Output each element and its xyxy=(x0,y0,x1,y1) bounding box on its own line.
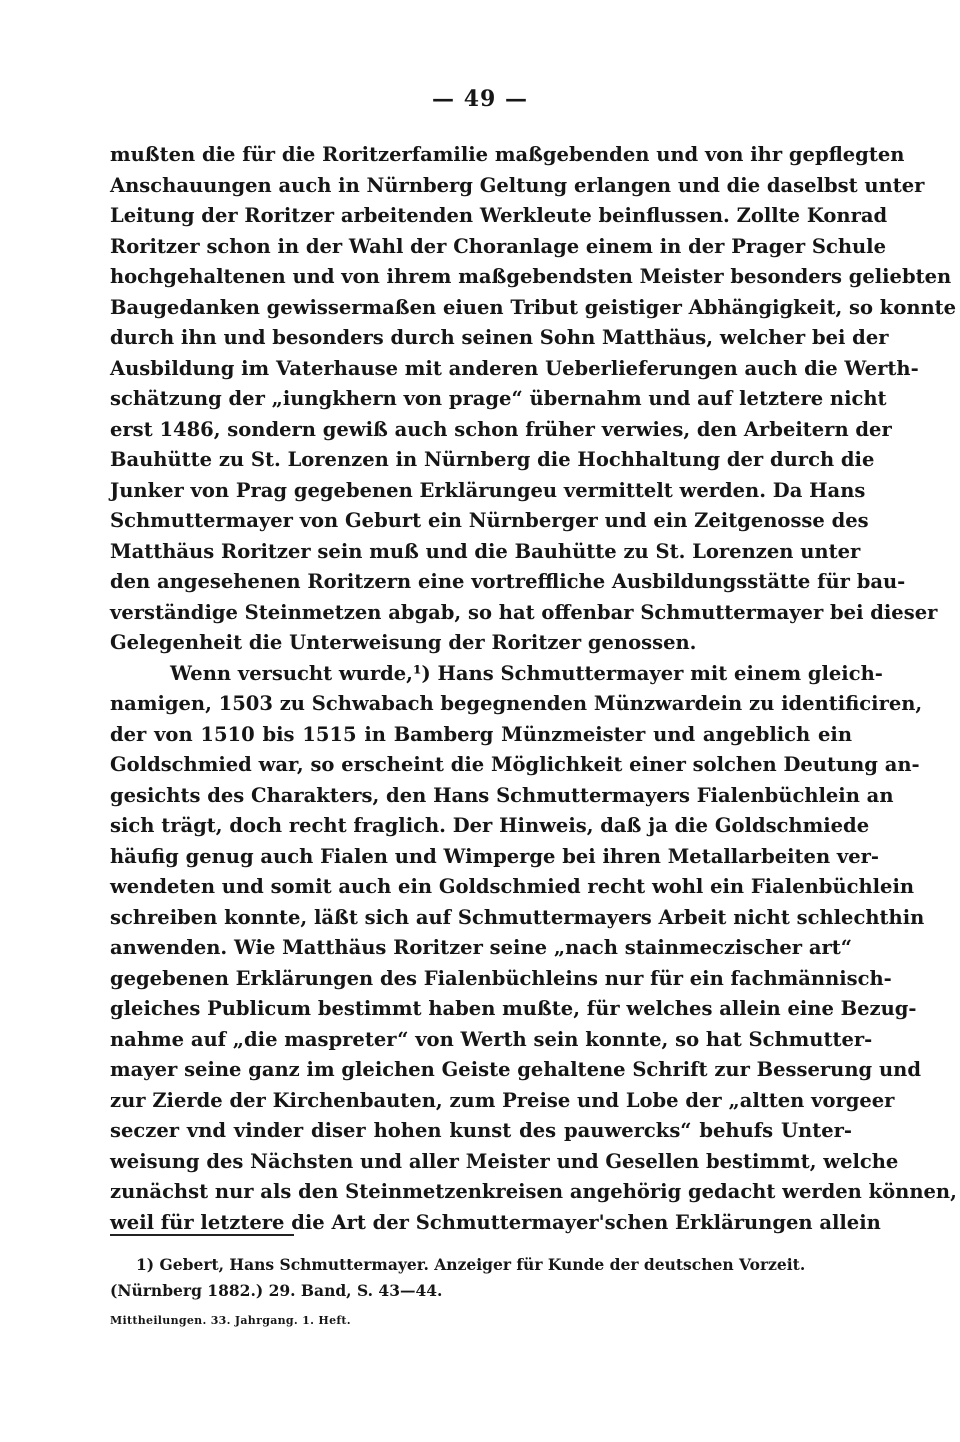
text-line: anwenden. Wie Matthäus Roritzer seine „nach stainmeczischer art“ xyxy=(110,936,852,959)
text-line: verständige Steinmetzen abgab, so hat offenbar Schmuttermayer bei dieser xyxy=(110,600,938,624)
text-line: Bauhütte zu St. Lorenzen in Nürnberg die Hochhaltung der durch die xyxy=(110,448,875,471)
text-line: Wenn versucht wurde,¹) Hans Schmuttermayer mit einem gleich- xyxy=(170,661,883,685)
text-line: Roritzer schon in der Wahl der Choranlage einem in der Prager Schule xyxy=(110,234,887,258)
text-line: wendeten und somit auch ein Goldschmied recht wohl ein Fialenbüchlein xyxy=(110,875,915,898)
text-line: Ausbildung im Vaterhause mit anderen Ueberlieferungen auch die Werth- xyxy=(110,356,919,380)
text-line: schreiben konnte, läßt sich auf Schmuttermayers Arbeit nicht schlechthin xyxy=(110,905,925,929)
text-line: schätzung der „iungkhern von prage“ übernahm und auf letztere nicht xyxy=(110,387,887,410)
body-text xyxy=(110,140,957,1238)
text-line: namigen, 1503 zu Schwabach begegnenden Münzwardein zu identificiren, xyxy=(110,692,923,715)
text-line: den angesehenen Roritzern eine vortreffliche Ausbildungsstätte für bau- xyxy=(110,570,906,593)
footnote-line: 1) Gebert, Hans Schmuttermayer. Anzeiger für Kunde der deutschen Vorzeit. xyxy=(136,1255,806,1274)
text-line: zunächst nur als den Steinmetzenkreisen angehörig gedacht werden können, xyxy=(110,1180,957,1203)
text-line: Matthäus Roritzer sein muß und die Bauhütte zu St. Lorenzen unter xyxy=(110,539,861,563)
text-line: Anschauungen auch in Nürnberg Geltung erlangen und die daselbst unter xyxy=(110,173,925,197)
text-line: Gelegenheit die Unterweisung der Roritzer genossen. xyxy=(110,631,697,654)
text-line: gesichts des Charakters, den Hans Schmuttermayers Fialenbüchlein an xyxy=(110,783,894,807)
text-line: der von 1510 bis 1515 in Bamberg Münzmeister und angeblich ein xyxy=(110,722,852,746)
text-line: Leitung der Roritzer arbeitenden Werkleute beinflussen. Zollte Konrad xyxy=(110,204,888,227)
text-line: weil für letztere die Art der Schmuttermayer'schen Erklärungen allein xyxy=(110,1210,881,1234)
text-line: nahme auf „die maspreter“ von Werth sein konnte, so hat Schmutter- xyxy=(110,1027,873,1051)
footnotes xyxy=(110,1252,852,1304)
text-line: Schmuttermayer von Geburt ein Nürnberger und ein Zeitgenosse des xyxy=(110,509,869,532)
text-line: durch ihn und besonders durch seinen Sohn Matthäus, welcher bei der xyxy=(110,326,889,349)
page-number: — 49 — xyxy=(432,86,528,112)
text-line: hochgehaltenen und von ihrem maßgebendsten Meister besonders geliebten xyxy=(110,265,952,288)
text-line: mayer seine ganz im gleichen Geiste gehaltene Schrift zur Besserung und xyxy=(110,1058,921,1081)
text-line: seczer vnd vinder diser hohen kunst des pauwercks“ behufs Unter- xyxy=(110,1119,852,1142)
footnote-divider xyxy=(110,1234,294,1236)
text-line: zur Zierde der Kirchenbauten, zum Preise und Lobe der „altten vorgeer xyxy=(110,1088,895,1112)
text-line: gegebenen Erklärungen des Fialenbüchleins nur für ein fachmännisch- xyxy=(110,966,892,990)
text-line: mußten die für die Roritzerfamilie maßgebenden und von ihr gepflegten xyxy=(110,143,905,166)
text-line: gleiches Publicum bestimmt haben mußte, für welches allein eine Bezug- xyxy=(110,997,917,1020)
text-line: Baugedanken gewissermaßen eiuen Tribut geistiger Abhängigkeit, so konnte xyxy=(110,295,957,319)
text-line: weisung des Nächsten und aller Meister und Gesellen bestimmt, welche xyxy=(110,1149,899,1173)
text-line: Junker von Prag gegebenen Erklärungeu vermittelt werden. Da Hans xyxy=(110,478,866,502)
text-line: erst 1486, sondern gewiß auch schon früher verwies, den Arbeitern der xyxy=(110,417,892,441)
text-line: häufig genug auch Fialen und Wimperge bei ihren Metallarbeiten ver- xyxy=(110,844,880,868)
text-line: sich trägt, doch recht fraglich. Der Hinweis, daß ja die Goldschmiede xyxy=(110,814,870,837)
text-line: Goldschmied war, so erscheint die Möglichkeit einer solchen Deutung an- xyxy=(110,753,920,776)
footnote-line: (Nürnberg 1882.) 29. Band, S. 43—44. xyxy=(110,1281,443,1300)
signature-mark: Mittheilungen. 33. Jahrgang. 1. Heft. xyxy=(110,1314,351,1327)
